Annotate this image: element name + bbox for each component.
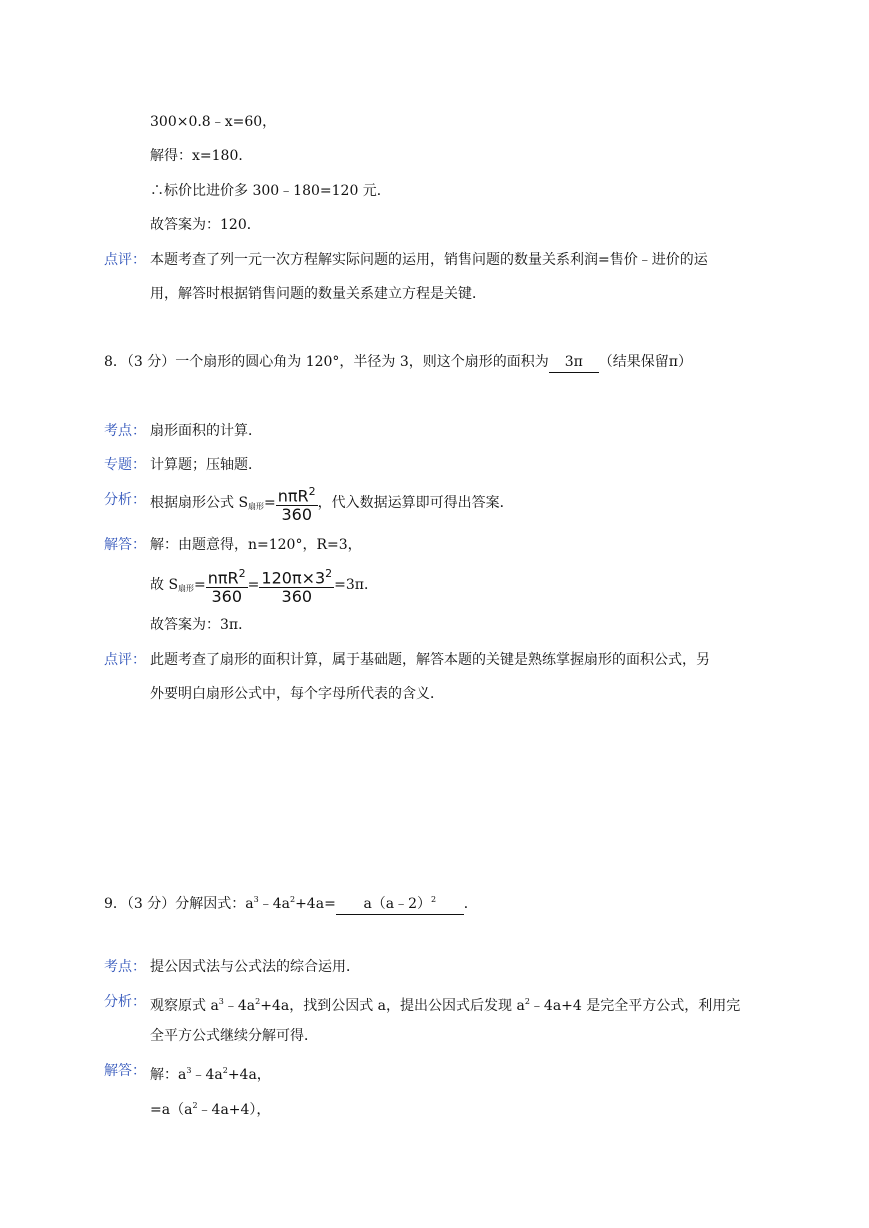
exponent: 2 [222, 1066, 228, 1075]
exponent: 2 [192, 1101, 198, 1110]
q8-solution-label: 解答： [104, 537, 146, 553]
q8-solution-line-3: 故答案为：3π． [150, 617, 253, 633]
exponent: 2 [431, 895, 437, 904]
question-9-text: 9．（3 分）分解因式：a [104, 896, 254, 912]
solution-text: 解：a [150, 1067, 187, 1083]
q9-solution-line-2 [150, 1096, 270, 1120]
q9-point-label: 考点： [104, 959, 146, 975]
question-9-stem [104, 890, 478, 915]
q8-point: 扇形面积的计算． [150, 423, 262, 439]
q8-comment-label: 点评： [104, 652, 146, 668]
comment-line-2: 用，解答时根据销售问题的数量关系建立方程是关键． [150, 286, 486, 302]
q9-analysis-line-1 [150, 992, 740, 1016]
question-9-answer-blank [336, 890, 464, 915]
fraction-exponent: 2 [308, 485, 316, 499]
fraction-denominator: 360 [281, 586, 313, 606]
exponent: 3 [253, 895, 259, 904]
exponent: 2 [524, 997, 530, 1006]
fraction-denominator: 360 [211, 586, 242, 606]
calc-line-1: 300×0.8﹣x=60， [150, 114, 277, 130]
fraction-numerator: nπR [277, 486, 309, 506]
question-9-term: +4a= [295, 896, 336, 912]
q8-analysis-equals: = [264, 495, 276, 511]
sector-formula-fraction [276, 483, 318, 522]
answer-text: a（a﹣2） [363, 896, 432, 912]
comment-label: 点评： [104, 252, 146, 268]
exponent: 3 [218, 997, 224, 1006]
question-8-note: （结果保留π） [598, 354, 692, 370]
q9-analysis-line-2: 全平方公式继续分解可得． [150, 1028, 318, 1044]
q9-analysis-label: 分析： [104, 994, 146, 1010]
solution-text: +4a， [227, 1067, 271, 1083]
question-8-text: 8．（3 分）一个扇形的圆心角为 120°，半径为 3，则这个扇形的面积为 [104, 354, 549, 370]
fraction-numerator: 120π×3 [261, 568, 326, 588]
q8-solution-line-1: 解：由题意得，n=120°，R=3， [150, 537, 362, 553]
q9-point: 提公因式法与公式法的综合运用． [150, 959, 360, 975]
analysis-text: +4a，找到公因式 a，提出公因式后发现 a [260, 998, 525, 1014]
exponent: 3 [186, 1066, 192, 1075]
q9-solution-line-1 [150, 1061, 271, 1085]
q8-analysis-subscript: 扇形 [248, 502, 265, 511]
question-9-period: ． [463, 896, 478, 912]
analysis-text: ﹣4a [223, 998, 256, 1014]
q8-solution-result: =3π． [334, 577, 379, 593]
q8-topic-label: 专题： [104, 457, 146, 473]
calc-line-2: 解得：x=180． [150, 148, 253, 164]
calc-line-3: ∴标价比进价多 300﹣180=120 元． [150, 183, 391, 199]
exponent: 2 [289, 895, 296, 904]
calc-line-4: 故答案为：120． [150, 217, 261, 233]
fraction-exponent: 2 [238, 567, 246, 581]
exponent: 2 [255, 997, 261, 1006]
comment-line-1: 本题考查了列一元一次方程解实际问题的运用，销售问题的数量关系利润=售价﹣进价的运 [150, 252, 708, 268]
substituted-fraction [259, 565, 334, 604]
q8-topic: 计算题；压轴题． [150, 457, 262, 473]
fraction-numerator: nπR [207, 568, 239, 588]
q8-analysis-text: 根据扇形公式 S [150, 495, 249, 511]
q8-solution-subscript: 扇形 [178, 584, 195, 593]
analysis-text: 观察原式 a [150, 998, 219, 1014]
q8-comment-line-1: 此题考查了扇形的面积计算，属于基础题，解答本题的关键是熟练掌握扇形的面积公式，另 [150, 652, 710, 668]
q8-comment-line-2: 外要明白扇形公式中，每个字母所代表的含义． [150, 686, 444, 702]
q8-analysis-text-after: ，代入数据运算即可得出答案． [317, 495, 514, 511]
solution-text: ﹣4a [191, 1067, 223, 1083]
analysis-text: ﹣4a+4 是完全平方公式，利用完 [529, 998, 741, 1014]
q8-analysis-label: 分析： [104, 492, 146, 508]
fraction-exponent: 2 [325, 567, 333, 581]
question-8-answer-blank: 3π [549, 352, 599, 373]
q8-point-label: 考点： [104, 423, 146, 439]
fraction-denominator: 360 [281, 504, 312, 524]
q8-solution-equals-1: = [194, 577, 206, 593]
solution-text: ﹣4a+4）， [197, 1102, 271, 1118]
q8-solution-equals-2: = [247, 577, 260, 593]
question-9-term: ﹣4a [258, 896, 290, 912]
q8-solution-text: 故 S [150, 577, 179, 593]
sector-formula-fraction [206, 565, 248, 604]
q8-analysis [150, 483, 514, 527]
q8-solution-formula [150, 563, 378, 611]
question-8-stem [104, 352, 692, 373]
solution-text: =a（a [150, 1102, 193, 1118]
q9-solution-label: 解答： [104, 1063, 146, 1079]
